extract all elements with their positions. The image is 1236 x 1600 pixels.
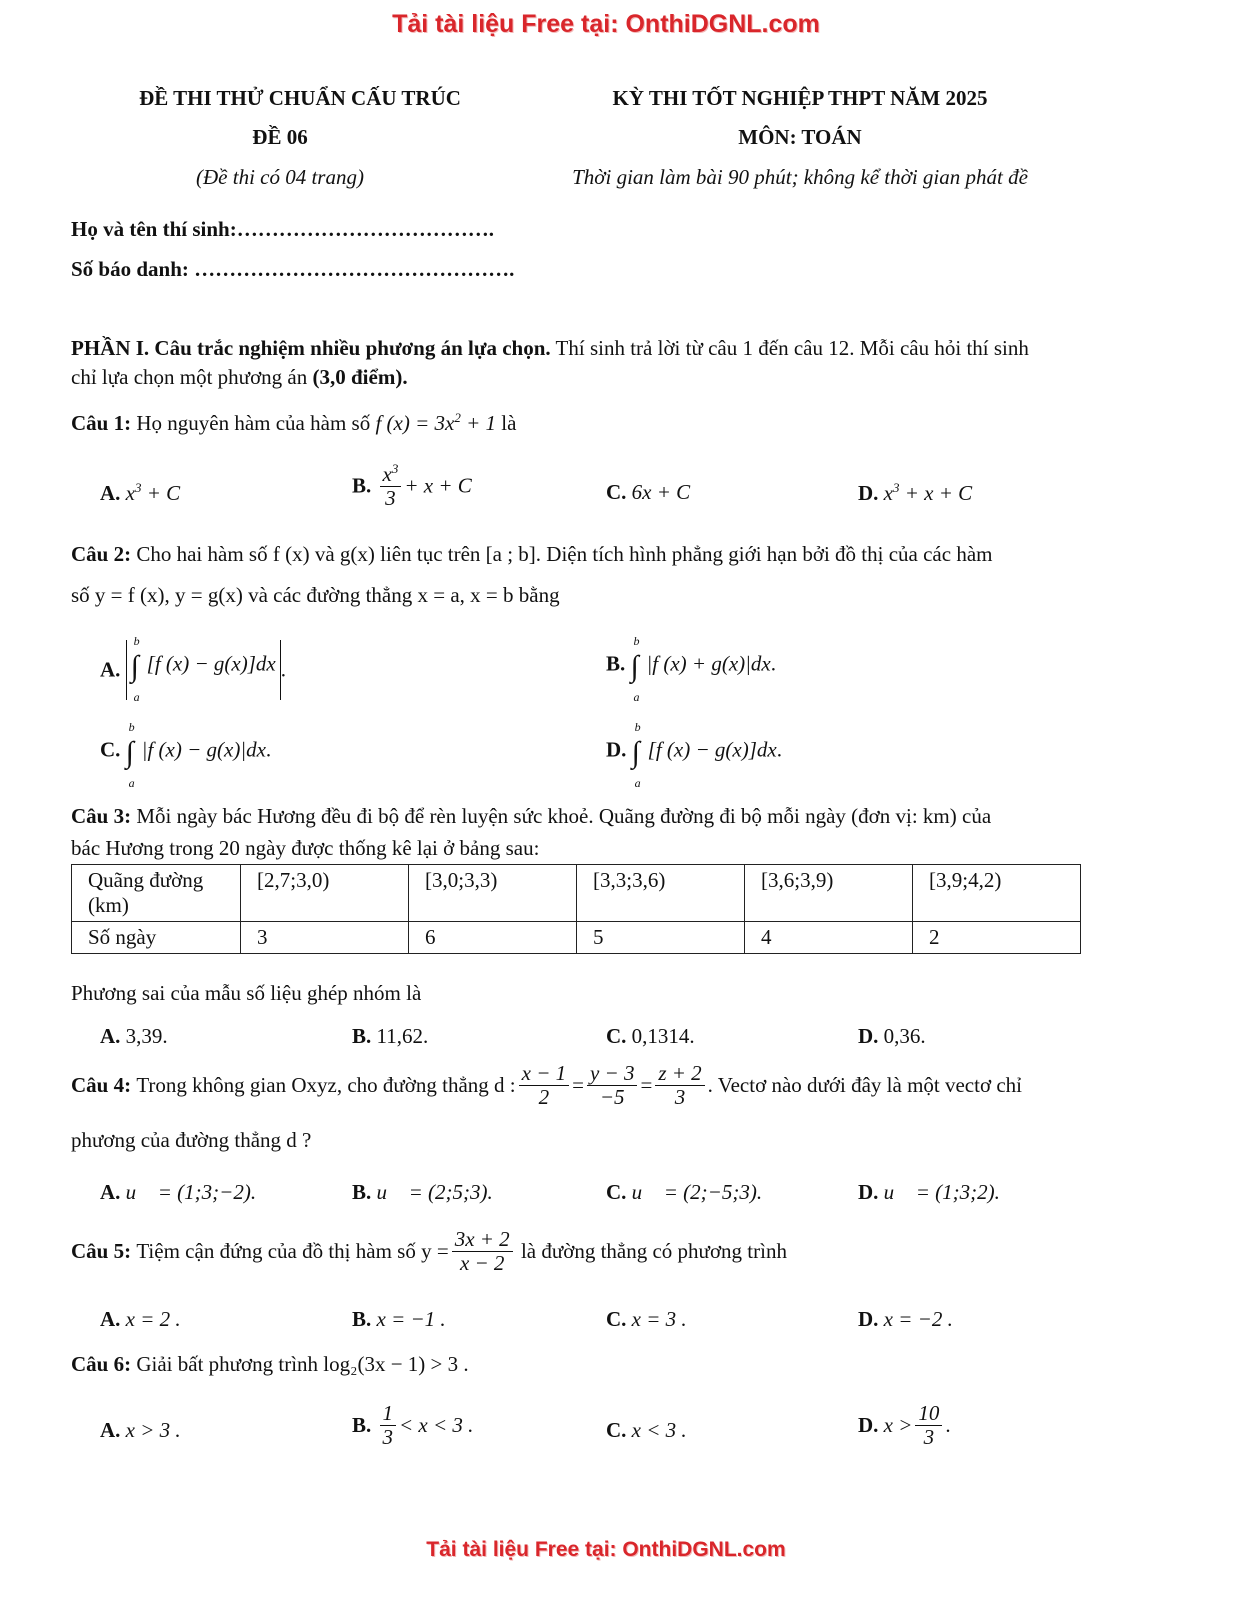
question-1-function: f $(x) = 3x^2 + 1$	[375, 410, 497, 435]
table-row	[72, 922, 1081, 954]
q6-option-b: B. $\frac{1}{3}$ < x < 3 .	[352, 1401, 474, 1450]
table-cell: [3,3;3,6)	[577, 865, 745, 922]
table-cell: [3,6;3,9)	[745, 865, 913, 922]
table-cell: [3,9;4,2)	[913, 865, 1081, 922]
question-4-line1: Câu 4: Trong không gian Oxyz, cho đường thẳng d : $\frac{x - 1}{2}$ = $\frac{y - 3}{-5}$ = $\frac{z + 2}{3}$ . Vectơ nào dưới đây là một vectơ chỉ	[71, 1061, 1022, 1110]
question-5-tail: là đường thẳng có phương trình	[520, 1239, 787, 1264]
exam-title: KỲ THI TỐT NGHIỆP THPT NĂM 2025	[612, 86, 988, 110]
question-2-label: Câu 2:	[71, 542, 132, 566]
q4-option-b: B. u⃗ = (2;5;3).	[352, 1180, 493, 1204]
page-count-note: (Đề thi có 04 trang)	[196, 165, 364, 189]
q3-option-d: D. 0,36.	[858, 1024, 926, 1048]
table-cell: [3,0;3,3)	[409, 865, 577, 922]
bottom-banner: Tải tài liệu Free tại: OnthiDGNL.com	[426, 1538, 786, 1561]
q5-option-d: D. x = −2 .	[858, 1307, 953, 1331]
question-2-line1	[71, 542, 992, 567]
table-cell: 5	[577, 922, 745, 954]
q2-option-d: D. b ∫ a [f (x) − g(x)]dx.	[606, 720, 782, 790]
question-5-text: Tiệm cận đứng của đồ thị hàm số y =	[136, 1239, 449, 1264]
exam-type-title: ĐỀ THI THỬ CHUẨN CẤU TRÚC	[139, 86, 461, 110]
table-header-cell: Quãng đường (km)	[72, 865, 241, 922]
question-1	[71, 410, 516, 436]
question-1-label: Câu 1:	[71, 411, 132, 435]
table-cell: 3	[241, 922, 409, 954]
table-row	[72, 865, 1081, 922]
q6-option-c: C. x < 3 .	[606, 1418, 687, 1442]
candidate-name-field: Họ và tên thí sinh:……………………………….	[71, 217, 494, 241]
q6-option-d: D. x > $\frac{10}{3}$ .	[858, 1401, 951, 1450]
q2-option-c: C. b ∫ a |f (x) − g(x)|dx.	[100, 720, 272, 790]
table-cell: 2	[913, 922, 1081, 954]
q4-option-a: A. u⃗ = (1;3;−2).	[100, 1180, 257, 1204]
section-text-1: Thí sinh trả lời từ câu 1 đến câu 12. Mỗi câu hỏi thí sinh	[555, 336, 1029, 360]
question-4-tail: . Vectơ nào dưới đây là một vectơ chỉ	[707, 1073, 1022, 1098]
section-text-2: chỉ lựa chọn một phương án	[71, 365, 308, 389]
q4-option-d: D. u⃗ = (1;3;2).	[858, 1180, 1000, 1204]
question-4-label: Câu 4:	[71, 1073, 132, 1098]
q1-option-b: B. $\frac{x^3}{3}$ + x + C	[352, 461, 472, 511]
section-intro-line2	[71, 365, 408, 390]
q4-option-c: C. u⃗ = (2;−5;3).	[606, 1180, 763, 1204]
question-3-text-1: Mỗi ngày bác Hương đều đi bộ để rèn luyện sức khoẻ. Quãng đường đi bộ mỗi ngày (đơn vị: km) của	[136, 804, 992, 828]
q3-option-b: B. 11,62.	[352, 1024, 429, 1048]
table-cell: 4	[745, 922, 913, 954]
question-5-label: Câu 5:	[71, 1239, 132, 1264]
subject-title: MÔN: TOÁN	[738, 125, 862, 149]
question-1-text: Họ nguyên hàm của hàm số	[136, 411, 371, 435]
table-header-cell: Số ngày	[72, 922, 241, 954]
candidate-id-field: Số báo danh: ……………………………………….	[71, 257, 515, 281]
q1-option-d: D. $x^3 + x + C$	[858, 480, 973, 505]
question-2-line2: số y = f (x), y = g(x) và các đường thẳng x = a, x = b bằng	[71, 583, 560, 607]
q1-option-c: C. 6x + C	[606, 480, 691, 504]
section-intro-line1	[71, 336, 1029, 361]
question-3-line2: bác Hương trong 20 ngày được thống kê lại ở bảng sau:	[71, 836, 540, 860]
table-cell: 6	[409, 922, 577, 954]
question-4-line2: phương của đường thẳng d ?	[71, 1128, 312, 1152]
table-cell: [2,7;3,0)	[241, 865, 409, 922]
time-note: Thời gian làm bài 90 phút; không kể thời gian phát đề	[572, 165, 1028, 189]
q2-option-b: B. b ∫ a |f (x) + g(x)|dx.	[606, 634, 777, 704]
question-6	[71, 1352, 469, 1377]
q1-option-a: A. $x^3 + C$	[100, 480, 181, 505]
q3-option-c: C. 0,1314.	[606, 1024, 695, 1048]
question-1-tail: là	[501, 411, 517, 435]
section-title: PHẦN I. Câu trắc nghiệm nhiều phương án lựa chọn.	[71, 336, 551, 360]
q5-option-b: B. x = −1 .	[352, 1307, 446, 1331]
q5-option-c: C. x = 3 .	[606, 1307, 687, 1331]
question-4-text: Trong không gian Oxyz, cho đường thẳng d :	[136, 1073, 516, 1098]
q6-option-a: A. x > 3 .	[100, 1418, 181, 1442]
question-3-prompt: Phương sai của mẫu số liệu ghép nhóm là	[71, 981, 422, 1005]
top-banner: Tải tài liệu Free tại: OnthiDGNL.com	[392, 10, 820, 38]
question-2-text-1: Cho hai hàm số f (x) và g(x) liên tục trên [a ; b]. Diện tích hình phẳng giới hạn bởi đồ thị của các hàm	[136, 542, 993, 566]
question-6-label: Câu 6:	[71, 1352, 132, 1376]
q2-option-a: A. b ∫ a [f (x) − g(x)]dx .	[100, 634, 286, 704]
section-points: (3,0 điểm).	[312, 365, 408, 389]
question-6-text: Giải bất phương trình log₂(3x − 1) > 3 .	[136, 1352, 469, 1376]
q5-option-a: A. x = 2 .	[100, 1307, 181, 1331]
frequency-table	[71, 864, 1081, 954]
question-5: Câu 5: Tiệm cận đứng của đồ thị hàm số y = $\frac{3x + 2}{x - 2}$ là đường thẳng có phương trình	[71, 1227, 787, 1276]
question-3-line1	[71, 804, 991, 829]
q3-option-a: A. 3,39.	[100, 1024, 168, 1048]
exam-code: ĐỀ 06	[252, 125, 308, 149]
question-3-label: Câu 3:	[71, 804, 132, 828]
